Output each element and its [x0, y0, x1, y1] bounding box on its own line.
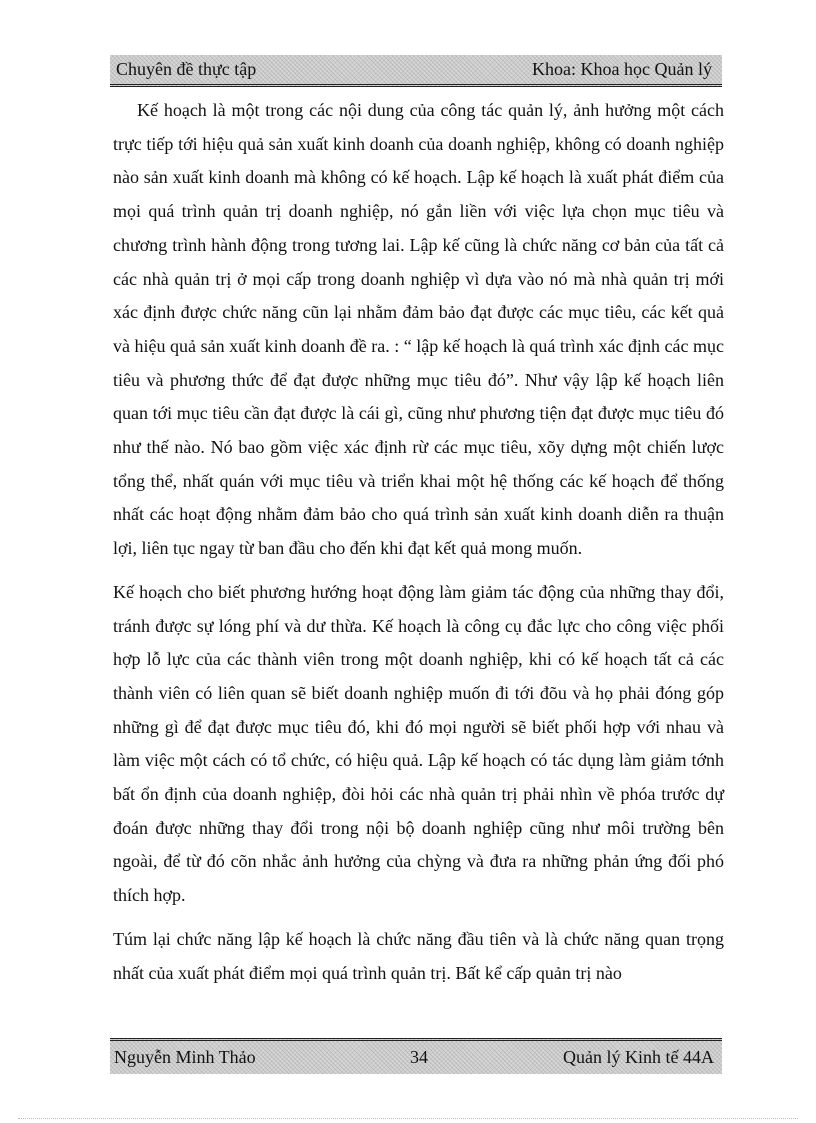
page-break-divider [18, 1118, 798, 1119]
footer-page-number: 34 [410, 1047, 428, 1067]
footer-class: Quản lý Kinh tế 44A [563, 1047, 714, 1067]
footer-author: Nguyễn Minh Thảo [114, 1047, 256, 1067]
paragraph-planning-role: Kế hoạch cho biết phương hướng hoạt động làm giảm tác động của những thay đổi, tránh được sự lóng phí và dư thừa. Kế hoạch là công cụ đắc lực cho công việc phối hợp lỗ lực của các thành viên trong một doanh nghiệp, khi có kế hoạch tất cả các thành viên có liên quan sẽ biết doanh nghiệp muốn đi tới đõu và họ phải đóng góp những gì để đạt được mục tiêu đó, khi đó mọi người sẽ biết phối hợp với nhau và làm việc một cách có tổ chức, có hiệu quả. Lập kế hoạch có tác dụng làm giảm tớnh bất ổn định của doanh nghiệp, đòi hỏi các nhà quản trị phải nhìn về phóa trước dự đoán được những thay đổi trong nội bộ doanh nghiệp cũng như môi trường bên ngoài, để từ đó cõn nhắc ảnh hưởng của chỳng và đưa ra những phản ứng đối phó thích hợp. [113, 581, 724, 906]
document-body [113, 94, 724, 990]
page-header [110, 55, 722, 87]
header-faculty: Khoa: Khoa học Quản lý [532, 59, 712, 79]
header-document-type: Chuyên đề thực tập [116, 59, 257, 79]
page-footer [110, 1038, 722, 1074]
paragraph-summary: Túm lại chức năng lập kế hoạch là chức năng đầu tiên và là chức năng quan trọng nhất của xuất phát điểm mọi quá trình quản trị. Bất kể cấp quản trị nào [113, 928, 724, 983]
paragraph-planning-definition: Kế hoạch là một trong các nội dung của công tác quản lý, ảnh hưởng một cách trực tiếp tới hiệu quả sản xuất kinh doanh của doanh nghiệp, không có doanh nghiệp nào sản xuất kinh doanh mà không có kế hoạch. Lập kế hoạch là xuất phát điểm của mọi quá trình quản trị doanh nghiệp, nó gắn liền với việc lựa chọn mục tiêu và chương trình hành động trong tương lai. Lập kế cũng là chức năng cơ bản của tất cả các nhà quản trị ở mọi cấp trong doanh nghiệp vì dựa vào nó mà nhà quản trị mới xác định được chức năng cũn lại nhằm đảm bảo đạt được các mục tiêu, các kết quả và hiệu quả sản xuất kinh doanh đề ra. : “ lập kế hoạch là quá trình xác định các mục tiêu và phương thức để đạt được những mục tiêu đó”. Như vậy lập kế hoạch liên quan tới mục tiêu cần đạt được là cái gì, cũng như phương tiện đạt được mục tiêu đó như thế nào. Nó bao gồm việc xác định rừ các mục tiêu, xõy dựng một chiến lược tổng thể, nhất quán với mục tiêu và triển khai một hệ thống các kế hoạch để thống nhất các hoạt động nhằm đảm bảo cho quá trình sản xuất kinh doanh diễn ra thuận lợi, liên tục ngay từ ban đầu cho đến khi đạt kết quả mong muốn. [113, 100, 724, 559]
